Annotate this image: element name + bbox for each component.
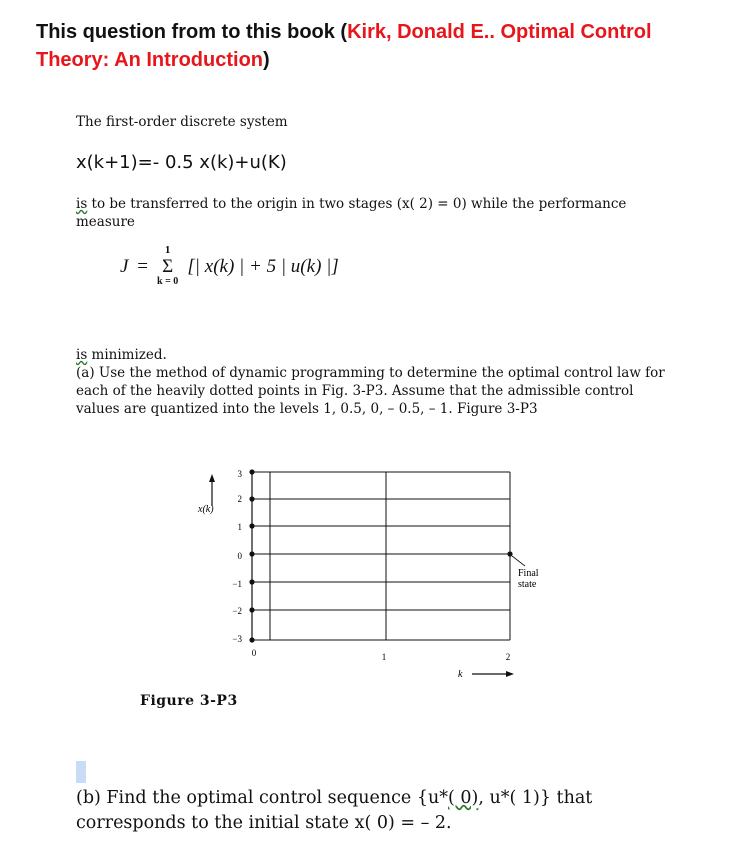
dot-final-state xyxy=(507,551,512,556)
y-tick-0: 0 xyxy=(237,551,242,561)
dot-k0-neg3 xyxy=(249,637,254,642)
x-tick-0: 0 xyxy=(251,648,257,658)
minimized-is: is xyxy=(76,347,88,363)
formula-sum-upper: 1 xyxy=(164,244,171,256)
header-suffix: ) xyxy=(263,49,270,71)
transfer-statement xyxy=(76,195,666,231)
part-b-block xyxy=(76,786,676,836)
problem-intro: The first-order discrete system xyxy=(76,114,288,130)
dot-k0-3 xyxy=(249,469,254,474)
system-equation: x(k+1)=- 0.5 x(k)+u(K) xyxy=(76,152,287,173)
y-tick-1: 1 xyxy=(237,522,242,532)
text-cursor-highlight xyxy=(76,761,86,783)
part-b-u0: ( 0) xyxy=(448,788,479,808)
final-state-label-1: Final xyxy=(518,568,539,579)
x-tick-1: 1 xyxy=(381,652,387,662)
formula-equals: = xyxy=(137,256,148,277)
part-b-prefix: (b) Find the optimal control sequence {u* xyxy=(76,788,448,808)
transfer-is: is xyxy=(76,196,88,212)
figure-3-p3 xyxy=(180,462,560,696)
final-state-label-2: state xyxy=(518,579,537,590)
part-b-rest: , u*( 1)} that corresponds to the initial state x( 0) = – 2. xyxy=(76,788,593,833)
y-tick-neg3: −3 xyxy=(232,634,242,644)
dot-k0-neg2 xyxy=(249,607,254,612)
y-tick-3: 3 xyxy=(237,469,242,479)
performance-measure-formula xyxy=(120,244,339,287)
formula-sum xyxy=(157,244,179,287)
dot-k0-neg1 xyxy=(249,579,254,584)
figure-caption: Figure 3-P3 xyxy=(140,693,238,709)
formula-body: [| x(k) | + 5 | u(k) |] xyxy=(187,256,339,277)
header-prefix: This question from to this book ( xyxy=(36,21,348,43)
y-axis-arrow-head xyxy=(209,474,215,482)
formula-sum-lower: k = 0 xyxy=(157,276,179,287)
x-axis-arrow-head xyxy=(506,671,514,677)
y-tick-2: 2 xyxy=(237,494,242,504)
minimized-rest: minimized. xyxy=(87,347,167,363)
final-state-pointer xyxy=(512,556,525,566)
dot-k0-0 xyxy=(249,551,254,556)
part-a-text: (a) Use the method of dynamic programming to determine the optimal control law for each of the heavily dotted points in Fig. 3-P3. Assume that the admissible control values are quantized into the levels 1, 0.5, 0, – 0.5, – 1. Figure 3-P3 xyxy=(76,365,665,417)
grid-diagram xyxy=(180,462,560,692)
formula-lhs: J xyxy=(120,256,129,277)
y-tick-neg1: −1 xyxy=(232,579,242,589)
x-axis-label: k xyxy=(458,669,463,680)
book-title: Kirk, Donald E.. Optimal Control Theory: An Introduction xyxy=(36,21,652,71)
x-tick-2: 2 xyxy=(505,652,511,662)
y-tick-neg2: −2 xyxy=(232,606,242,616)
dot-k0-1 xyxy=(249,523,254,528)
question-header xyxy=(36,18,696,74)
formula-sum-symbol: Σ xyxy=(162,256,174,277)
part-a-block xyxy=(76,346,676,418)
transfer-rest: to be transferred to the origin in two stages (x( 2) = 0) while the performance measure xyxy=(76,196,627,230)
y-axis-label: x(k) xyxy=(198,504,214,515)
dot-k0-2 xyxy=(249,496,254,501)
